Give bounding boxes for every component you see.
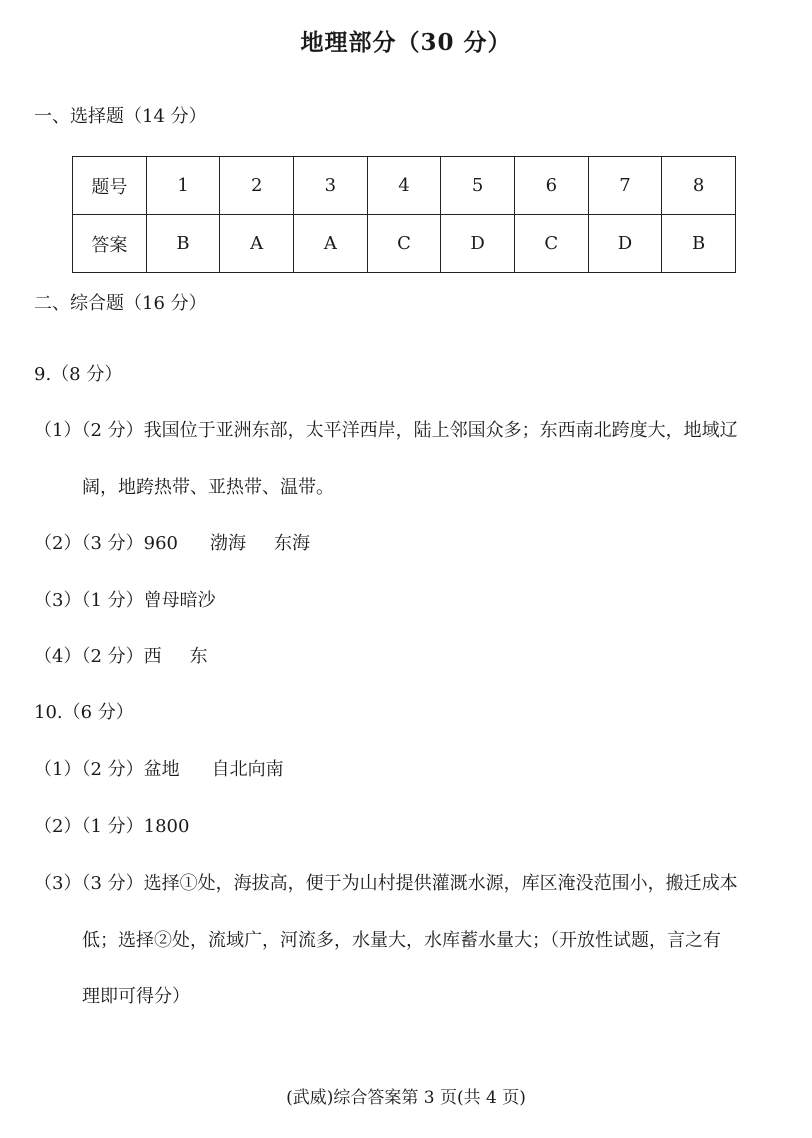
q10-part3-line1: （3）（3 分）选择①处，海拔高，便于为山村提供灌溉水源，库区淹没范围小，搬迁成本 <box>34 873 738 894</box>
answer-cell: B <box>662 215 736 273</box>
answer-cell: B <box>146 215 220 273</box>
answer-cell: C <box>514 215 588 273</box>
q9-part4 <box>34 642 208 668</box>
q9-part2-prefix: （2）（3 分）960 <box>34 533 178 554</box>
table-row-numbers <box>73 157 736 215</box>
table-header-label: 题号 <box>73 157 147 215</box>
question-number-cell: 4 <box>367 157 441 215</box>
q10-part1-answer-direction: 自北向南 <box>211 759 284 780</box>
question-number-cell: 3 <box>294 157 368 215</box>
question-number-cell: 6 <box>514 157 588 215</box>
question-number-cell: 5 <box>441 157 515 215</box>
q10-part2: （2）（1 分）1800 <box>34 816 190 837</box>
q9-part1-line2: 阔，地跨热带、亚热带、温带。 <box>82 477 334 498</box>
answer-cell: C <box>367 215 441 273</box>
q9-part2-answer-donghai: 东海 <box>273 533 310 554</box>
section1-heading: 一、选择题（14 分） <box>34 106 207 127</box>
section2-heading: 二、综合题（16 分） <box>34 293 207 314</box>
answer-table <box>72 156 736 273</box>
question-number-cell: 2 <box>220 157 294 215</box>
q9-part4-prefix: （4）（2 分）西 <box>34 646 162 667</box>
question-number-cell: 1 <box>146 157 220 215</box>
table-answer-label: 答案 <box>73 215 147 273</box>
q9-part2-answer-bohai: 渤海 <box>209 533 246 554</box>
q9-part4-answer-east: 东 <box>189 646 208 667</box>
q10-part1 <box>34 755 284 781</box>
q9-part3: （3）（1 分）曾母暗沙 <box>34 590 216 611</box>
question-number-cell: 7 <box>588 157 662 215</box>
answer-cell: D <box>441 215 515 273</box>
page-title: 地理部分（30 分） <box>300 29 512 56</box>
q9-part1-line1: （1）（2 分）我国位于亚洲东部，太平洋西岸，陆上邻国众多；东西南北跨度大，地域辽 <box>34 420 738 441</box>
table-row-answers <box>73 215 736 273</box>
question-number-cell: 8 <box>662 157 736 215</box>
q10-part3-line3: 理即可得分） <box>82 986 190 1007</box>
q10-part1-prefix: （1）（2 分）盆地 <box>34 759 180 780</box>
q9-heading: 9.（8 分） <box>34 364 123 385</box>
q9-part2 <box>34 529 310 555</box>
answer-cell: D <box>588 215 662 273</box>
page-footer: (武威)综合答案第 3 页(共 4 页) <box>286 1088 526 1108</box>
answer-cell: A <box>294 215 368 273</box>
answer-cell: A <box>220 215 294 273</box>
q10-heading: 10.（6 分） <box>34 702 134 723</box>
q10-part3-line2: 低；选择②处，流域广，河流多，水量大，水库蓄水量大；（开放性试题，言之有 <box>82 930 721 951</box>
